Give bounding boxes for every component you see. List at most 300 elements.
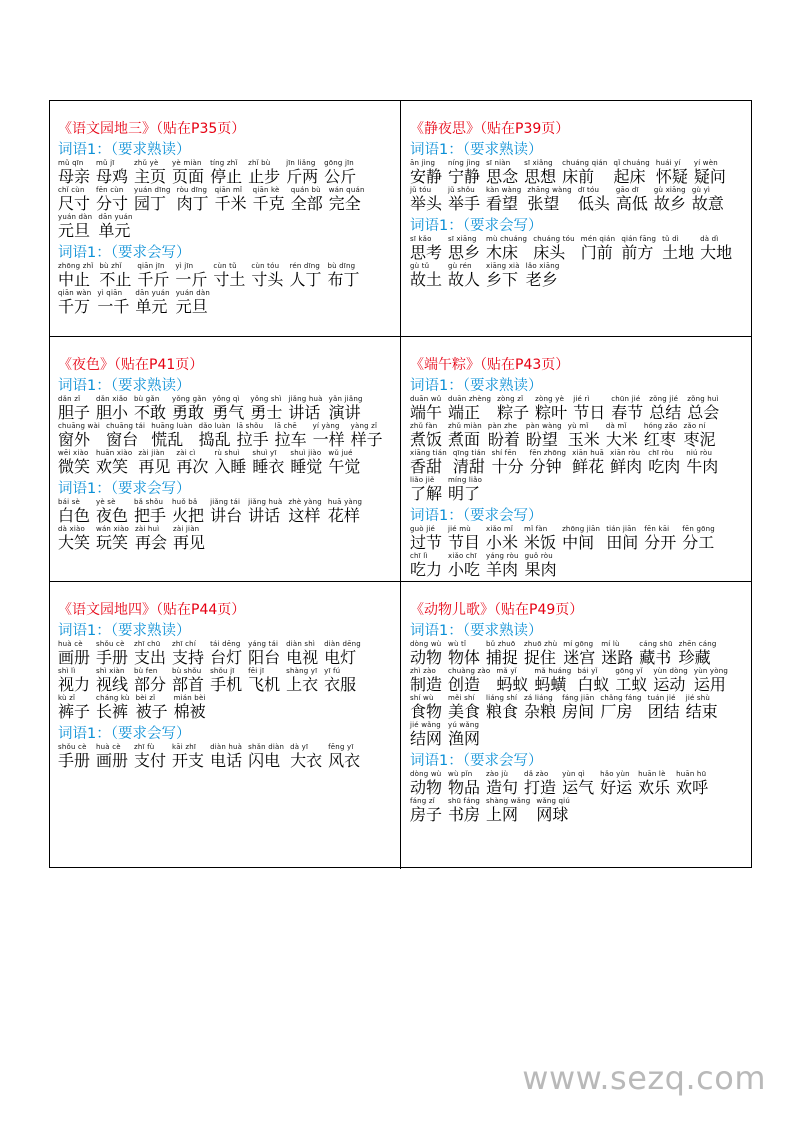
pinyin: rù shuì xyxy=(214,449,240,457)
hanzi: 中间 xyxy=(562,533,595,552)
vocab-word xyxy=(248,640,280,667)
vocabulary-sheet xyxy=(49,100,752,868)
hanzi: 分开 xyxy=(644,533,677,552)
hanzi: 手册 xyxy=(96,648,129,667)
pinyin: cáng shū xyxy=(639,640,673,648)
hanzi: 阳台 xyxy=(248,648,281,667)
vocab-word xyxy=(134,743,166,770)
pinyin: mù chuáng xyxy=(486,235,528,243)
pinyin: mǔ qīn xyxy=(58,159,84,167)
pinyin: niú ròu xyxy=(686,449,713,457)
hanzi: 慌乱 xyxy=(151,430,184,449)
pinyin: měi shí xyxy=(448,694,475,702)
hanzi: 部分 xyxy=(134,675,167,694)
hanzi: 书房 xyxy=(448,805,481,824)
pinyin: ān jìng xyxy=(410,159,436,167)
vocab-word xyxy=(252,449,284,476)
vocab-word xyxy=(172,159,204,186)
vocab-word xyxy=(524,159,556,186)
hanzi: 牛肉 xyxy=(686,457,719,476)
vocab-word xyxy=(448,262,480,289)
vocab-word xyxy=(96,186,128,213)
vocab-word xyxy=(448,797,480,824)
hanzi: 被子 xyxy=(135,702,168,721)
hanzi: 香甜 xyxy=(410,457,443,476)
pinyin: zhī chí xyxy=(172,640,196,648)
vocab-word xyxy=(237,422,269,449)
hanzi: 结束 xyxy=(685,702,718,721)
hanzi: 煮饭 xyxy=(410,430,443,449)
pinyin: diàn dēng xyxy=(324,640,361,648)
pinyin: sī niàn xyxy=(486,159,511,167)
hanzi: 羊肉 xyxy=(486,560,519,579)
hanzi: 样子 xyxy=(350,430,383,449)
vocab-word xyxy=(58,743,90,770)
hanzi: 安静 xyxy=(410,167,443,186)
pinyin: gāo dī xyxy=(615,186,639,194)
pinyin: zhǔ yè xyxy=(134,159,159,167)
vocab-word xyxy=(174,694,206,721)
pinyin: lǎo xiāng xyxy=(525,262,560,270)
hanzi: 支持 xyxy=(172,648,205,667)
hanzi: 欢呼 xyxy=(676,778,709,797)
hanzi: 木床 xyxy=(486,243,519,262)
hanzi: 母鸡 xyxy=(96,167,129,186)
pinyin: sī xiǎng xyxy=(524,159,553,167)
vocab-word xyxy=(136,694,168,721)
pinyin: bù shǒu xyxy=(172,667,202,675)
hanzi: 单元 xyxy=(135,297,168,316)
hanzi: 怀疑 xyxy=(655,167,688,186)
vocab-word xyxy=(410,186,442,213)
pinyin: chǎng fáng xyxy=(600,694,642,702)
pinyin: wán quán xyxy=(328,186,365,194)
pinyin: huān xiào xyxy=(96,449,133,457)
hanzi: 粽子 xyxy=(497,403,530,422)
word-row xyxy=(410,525,752,552)
vocab-word xyxy=(526,262,560,289)
hanzi: 思想 xyxy=(524,167,557,186)
hanzi: 举头 xyxy=(410,194,443,213)
vocab-word xyxy=(488,422,520,449)
hanzi: 元旦 xyxy=(175,297,208,316)
pinyin: cùn tóu xyxy=(251,262,280,270)
vocab-word xyxy=(573,395,605,422)
hanzi: 讲台 xyxy=(210,506,243,525)
pinyin: huān lè xyxy=(638,770,666,778)
pinyin: shì xiàn xyxy=(96,667,125,675)
vocab-word xyxy=(410,476,442,503)
hanzi: 春节 xyxy=(611,403,644,422)
vocab-word xyxy=(610,449,642,476)
pinyin: diàn shì xyxy=(286,640,316,648)
vocab-word xyxy=(606,525,638,552)
vocab-word xyxy=(173,525,205,552)
pinyin: sī kǎo xyxy=(410,235,432,243)
hanzi: 动物 xyxy=(410,778,443,797)
hanzi: 故人 xyxy=(448,270,481,289)
hanzi: 再次 xyxy=(176,457,209,476)
hanzi: 清甜 xyxy=(452,457,485,476)
vocab-word xyxy=(497,395,529,422)
vocab-word xyxy=(656,159,688,186)
pinyin: mí gōng xyxy=(563,640,594,648)
hanzi: 食物 xyxy=(410,702,443,721)
vocab-word xyxy=(138,449,170,476)
pinyin: huǒ bǎ xyxy=(172,498,198,506)
pinyin: qiān jīn xyxy=(137,262,165,270)
vocab-word xyxy=(106,422,145,449)
vocab-word xyxy=(58,262,93,289)
vocab-word xyxy=(486,262,520,289)
pinyin: zǒng huì xyxy=(687,395,719,403)
hanzi: 网球 xyxy=(536,805,569,824)
hanzi: 好运 xyxy=(600,778,633,797)
pinyin: shàng wǎng xyxy=(486,797,531,805)
pinyin: jié wǎng xyxy=(410,721,441,729)
word-row xyxy=(410,694,752,721)
pinyin: gù xiāng xyxy=(653,186,686,194)
hanzi: 肉丁 xyxy=(176,194,209,213)
pinyin: shǒu cè xyxy=(58,743,87,751)
pinyin: wù pǐn xyxy=(448,770,473,778)
vocab-word xyxy=(410,159,442,186)
vocab-word xyxy=(137,262,169,289)
vocab-word xyxy=(448,667,490,694)
hanzi: 分工 xyxy=(682,533,715,552)
word-row xyxy=(410,667,752,694)
section-label-read: 词语1：（要求熟读） xyxy=(58,623,191,639)
vocab-word xyxy=(172,395,206,422)
hanzi: 老乡 xyxy=(525,270,558,289)
vocab-word xyxy=(58,640,90,667)
vocab-word xyxy=(290,449,322,476)
vocab-word xyxy=(328,743,360,770)
pinyin: bèi zǐ xyxy=(135,694,156,702)
hanzi: 故土 xyxy=(410,270,443,289)
vocab-word xyxy=(58,422,100,449)
pinyin: yí wèn xyxy=(693,159,718,167)
pinyin: xiān ròu xyxy=(610,449,641,457)
hanzi: 造句 xyxy=(486,778,519,797)
pinyin: dān yuán xyxy=(135,289,170,297)
hanzi: 欢乐 xyxy=(638,778,671,797)
hanzi: 电视 xyxy=(286,648,319,667)
hanzi: 创造 xyxy=(448,675,481,694)
hanzi: 吃力 xyxy=(410,560,443,579)
vocab-word xyxy=(324,640,361,667)
hanzi: 结网 xyxy=(410,729,443,748)
pinyin: zhǐ bù xyxy=(248,159,271,167)
pinyin: quán bù xyxy=(290,186,321,194)
vocab-word xyxy=(638,770,670,797)
vocab-word xyxy=(486,235,527,262)
vocab-word xyxy=(410,640,442,667)
hanzi: 再会 xyxy=(134,533,167,552)
pinyin: guò jié xyxy=(410,525,435,533)
hanzi: 米饭 xyxy=(524,533,557,552)
hanzi: 入睡 xyxy=(214,457,247,476)
hanzi: 果肉 xyxy=(524,560,557,579)
pinyin: duān wǔ xyxy=(410,395,442,403)
vocab-word xyxy=(649,395,681,422)
pinyin: shí wù xyxy=(410,694,434,702)
word-row xyxy=(58,422,400,449)
pinyin: yī fú xyxy=(324,667,341,675)
hanzi: 睡衣 xyxy=(252,457,285,476)
hanzi: 拉车 xyxy=(274,430,307,449)
section-label-read: 词语1：（要求熟读） xyxy=(410,378,543,394)
pinyin: bái sè xyxy=(58,498,81,506)
vocab-word xyxy=(134,498,166,525)
vocab-word xyxy=(679,640,717,667)
pinyin: cháng kù xyxy=(96,694,130,702)
pinyin: shuì jiào xyxy=(290,449,322,457)
vocab-word xyxy=(172,667,204,694)
hanzi: 高低 xyxy=(615,194,648,213)
hanzi: 停止 xyxy=(210,167,243,186)
pinyin: níng jìng xyxy=(448,159,481,167)
vocab-word xyxy=(210,498,242,525)
vocab-word xyxy=(644,422,678,449)
vocab-word xyxy=(253,186,285,213)
vocab-word xyxy=(572,449,604,476)
pinyin: pàn zhe xyxy=(487,422,518,430)
hanzi: 盼望 xyxy=(525,430,558,449)
vocab-word xyxy=(213,262,245,289)
section-label-write: 词语1：（要求会写） xyxy=(410,508,543,524)
pinyin: jié shù xyxy=(685,694,711,702)
word-row xyxy=(410,395,752,422)
hanzi: 讲话 xyxy=(288,403,321,422)
hanzi: 分钟 xyxy=(529,457,562,476)
vocab-word xyxy=(248,743,284,770)
vocab-word xyxy=(448,476,482,503)
vocab-word xyxy=(210,667,242,694)
pinyin: shì lì xyxy=(58,667,76,675)
hanzi: 画册 xyxy=(96,751,129,770)
vocab-word xyxy=(448,235,480,262)
pinyin: zhēn cáng xyxy=(678,640,717,648)
pinyin: mén qián xyxy=(580,235,616,243)
hanzi: 大米 xyxy=(605,430,638,449)
hanzi: 节日 xyxy=(573,403,606,422)
word-row xyxy=(58,525,400,552)
hanzi: 宁静 xyxy=(448,167,481,186)
hanzi: 止步 xyxy=(248,167,281,186)
pinyin: jǔ tóu xyxy=(410,186,432,194)
pinyin: bù fen xyxy=(134,667,158,675)
pinyin: zá liáng xyxy=(524,694,553,702)
hanzi: 大地 xyxy=(700,243,733,262)
lesson-card-dongwu-ergē xyxy=(401,582,752,869)
vocab-word xyxy=(486,797,530,824)
section-label-read: 词语1：（要求熟读） xyxy=(410,142,543,158)
vocab-word xyxy=(448,159,480,186)
vocab-word xyxy=(448,525,480,552)
vocab-word xyxy=(96,743,128,770)
vocab-word xyxy=(448,721,480,748)
vocab-word xyxy=(210,640,242,667)
hanzi: 把手 xyxy=(134,506,167,525)
vocab-word xyxy=(96,159,128,186)
pinyin: wǔ jué xyxy=(328,449,353,457)
hanzi: 迷路 xyxy=(601,648,634,667)
pinyin: mǐ fàn xyxy=(524,525,548,533)
hanzi: 故乡 xyxy=(653,194,686,213)
vocab-word xyxy=(96,449,132,476)
vocab-word xyxy=(562,525,600,552)
vocab-word xyxy=(448,186,480,213)
hanzi: 捣乱 xyxy=(198,430,231,449)
hanzi: 视线 xyxy=(96,675,129,694)
lesson-title: 《动物儿歌》（贴在P49页） xyxy=(410,602,584,618)
vocab-word xyxy=(58,525,90,552)
pinyin: zài cì xyxy=(176,449,196,457)
vocab-word xyxy=(448,694,480,721)
pinyin: míng liǎo xyxy=(448,476,483,484)
pinyin: yǒng qì xyxy=(212,395,240,403)
vocab-word xyxy=(328,498,362,525)
vocab-word xyxy=(686,449,718,476)
vocab-word xyxy=(286,667,318,694)
section-label-write: 词语1：（要求会写） xyxy=(58,481,191,497)
word-row xyxy=(410,797,752,824)
vocab-word xyxy=(601,640,633,667)
hanzi: 打造 xyxy=(524,778,557,797)
hanzi: 分寸 xyxy=(96,194,129,213)
vocab-word xyxy=(684,422,716,449)
vocab-word xyxy=(134,186,171,213)
pinyin: zǒng jié xyxy=(649,395,679,403)
hanzi: 床前 xyxy=(562,167,595,186)
hanzi: 门前 xyxy=(580,243,613,262)
word-row xyxy=(58,743,400,770)
pinyin: liáng shí xyxy=(486,694,518,702)
hanzi: 千斤 xyxy=(137,270,170,289)
vocab-word xyxy=(177,186,209,213)
lesson-title: 《语文园地三》（贴在P35页） xyxy=(58,121,246,137)
pinyin: zhǔ miàn xyxy=(448,422,482,430)
hanzi: 手册 xyxy=(58,751,91,770)
hanzi: 母亲 xyxy=(58,167,91,186)
pinyin: wán xiào xyxy=(96,525,129,533)
hanzi: 这样 xyxy=(288,506,321,525)
vocab-word xyxy=(694,159,726,186)
vocab-word xyxy=(448,395,491,422)
pinyin: wēi xiào xyxy=(58,449,89,457)
hanzi: 团结 xyxy=(647,702,680,721)
hanzi: 勇士 xyxy=(250,403,283,422)
pinyin: jīn liǎng xyxy=(286,159,316,167)
hanzi: 一千 xyxy=(97,297,130,316)
vocab-word xyxy=(410,422,442,449)
vocab-word xyxy=(676,770,708,797)
hanzi: 公斤 xyxy=(324,167,357,186)
pinyin: zòng zǐ xyxy=(497,395,524,403)
hanzi: 杂粮 xyxy=(524,702,557,721)
vocab-word xyxy=(692,186,724,213)
pinyin: yè miàn xyxy=(172,159,202,167)
pinyin: huān hū xyxy=(676,770,707,778)
word-row xyxy=(410,449,752,476)
hanzi: 物体 xyxy=(448,648,481,667)
vocab-word xyxy=(288,498,322,525)
vocab-word xyxy=(58,159,90,186)
pinyin: zhì zào xyxy=(410,667,436,675)
vocab-word xyxy=(492,449,524,476)
vocab-word xyxy=(662,235,694,262)
hanzi: 乡下 xyxy=(486,270,519,289)
vocab-word xyxy=(486,186,521,213)
pinyin: zài huì xyxy=(134,525,160,533)
hanzi: 演讲 xyxy=(328,403,361,422)
hanzi: 盼着 xyxy=(487,430,520,449)
vocab-word xyxy=(134,667,166,694)
pinyin: wù tǐ xyxy=(448,640,467,648)
hanzi: 运气 xyxy=(562,778,595,797)
vocab-word xyxy=(639,640,672,667)
hanzi: 疑问 xyxy=(693,167,726,186)
vocab-word xyxy=(288,395,322,422)
vocab-word xyxy=(58,395,90,422)
pinyin: sī xiāng xyxy=(448,235,477,243)
vocab-word xyxy=(486,552,519,579)
pinyin: lā chē xyxy=(274,422,297,430)
hanzi: 上衣 xyxy=(286,675,319,694)
hanzi: 张望 xyxy=(527,194,560,213)
hanzi: 胆子 xyxy=(58,403,91,422)
hanzi: 故意 xyxy=(691,194,724,213)
pinyin: yùn yòng xyxy=(693,667,729,675)
hanzi: 低头 xyxy=(577,194,610,213)
vocab-word xyxy=(176,289,210,316)
vocab-word xyxy=(172,640,204,667)
vocab-word xyxy=(562,159,607,186)
vocab-word xyxy=(694,667,728,694)
vocab-word xyxy=(486,694,518,721)
vocab-word xyxy=(329,186,365,213)
hanzi: 长裤 xyxy=(96,702,129,721)
hanzi: 上网 xyxy=(486,805,519,824)
hanzi: 人丁 xyxy=(289,270,322,289)
vocab-word xyxy=(58,213,92,240)
pinyin: hǎo yùn xyxy=(600,770,630,778)
hanzi: 小吃 xyxy=(448,560,481,579)
section-label-write: 词语1：（要求会写） xyxy=(410,218,543,234)
hanzi: 枣泥 xyxy=(683,430,716,449)
hanzi: 起床 xyxy=(613,167,646,186)
pinyin: zài jiàn xyxy=(172,525,200,533)
pinyin: xiāng xià xyxy=(486,262,520,270)
vocab-word xyxy=(524,694,556,721)
pinyin: qiān wàn xyxy=(58,289,92,297)
pinyin: shǒu cè xyxy=(96,640,125,648)
hanzi: 了解 xyxy=(410,484,443,503)
vocab-word xyxy=(58,667,90,694)
vocab-word xyxy=(96,694,130,721)
vocab-word xyxy=(682,525,715,552)
vocab-word xyxy=(251,262,283,289)
vocab-word xyxy=(606,422,638,449)
pinyin: jiǎng huà xyxy=(288,395,323,403)
hanzi: 台灯 xyxy=(210,648,243,667)
pinyin: xiāng tián xyxy=(410,449,447,457)
vocab-word xyxy=(58,449,90,476)
vocab-word xyxy=(535,395,567,422)
vocab-word xyxy=(199,422,231,449)
pinyin: tuán jié xyxy=(647,694,676,702)
